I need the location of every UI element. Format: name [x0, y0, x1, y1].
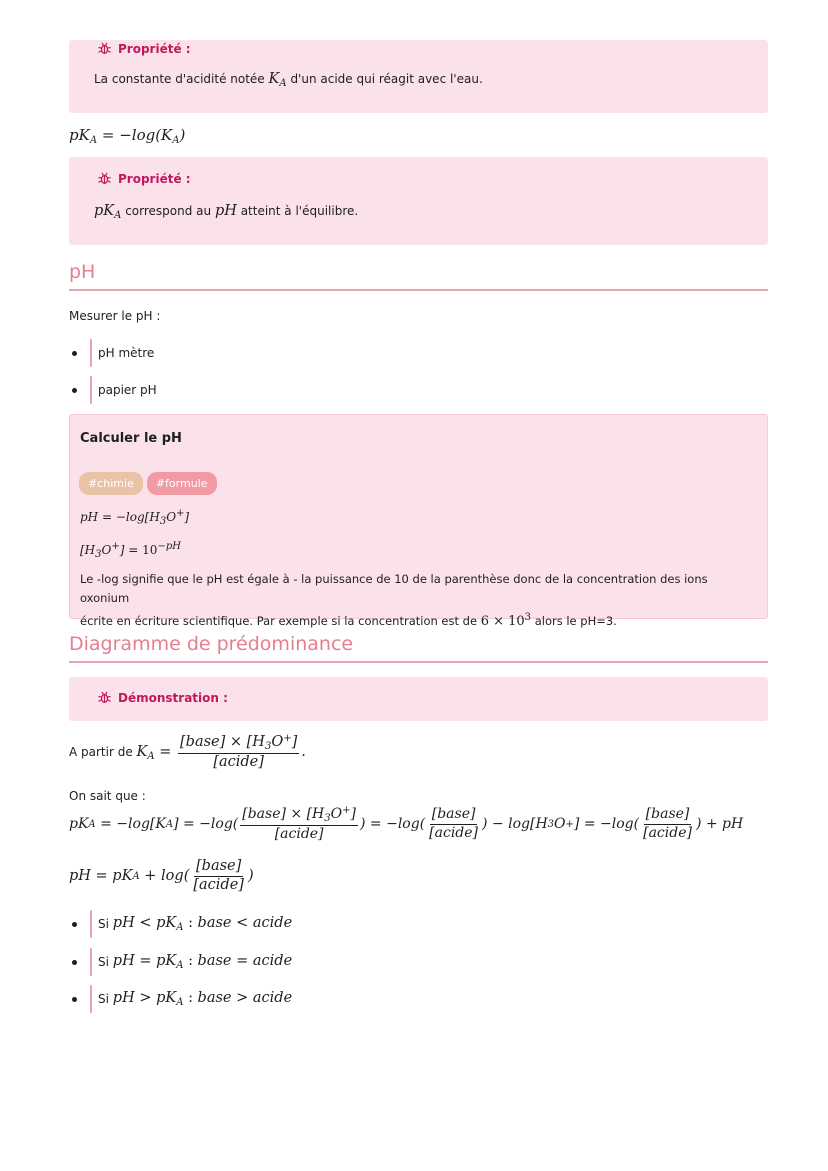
- calc-paragraph: Le -log signifie que le pH est égale à - la puissance de 10 de la parenthèse donc de la concentration des ions oxonium écrite en écriture scientifique. Par exemple si la concentration est de $6 \times 10^3$ alors le pH=3.: [80, 572, 708, 629]
- ka-definition: A partir de $K_A$ = $\frac{[base] \times [H_3O^+]}{\text{[acide]}}$ .: [69, 733, 306, 771]
- bug-icon: [97, 171, 112, 186]
- callout-title: Propriété :: [97, 171, 191, 186]
- list-item: pH mètre: [69, 338, 154, 368]
- tag-formule[interactable]: #formule: [147, 472, 217, 495]
- callout-title: Démonstration :: [97, 690, 228, 705]
- formula-h3o: $[H_3O^+] = 10^{-pH}$: [80, 541, 181, 560]
- formula-derivation: pK A = − log[K A ] = − log( $\frac{[base] \times [H_3O^+]}{\text{[acide]}}$ ) = − log( $\frac{\text{[base]}}{\text{[acide]}}$ ) − log[H 3 O + ] = − log( $\frac{\text{[base]}}{\text{[acide]}}$ ) + pH: [69, 805, 744, 843]
- formula-pka: $pK_A = -\log(K_A)$: [69, 126, 186, 146]
- list-item: Si pH = $pK_A$ : base = acide: [69, 947, 292, 977]
- bug-icon: [97, 690, 112, 705]
- formula-ph: pH = $-\log[H_3O^+]$: [80, 508, 190, 527]
- on-sait: On sait que :: [69, 789, 146, 803]
- heading-ph: pH: [69, 261, 768, 291]
- math-ph: pH: [214, 203, 237, 219]
- property-callout-1: [69, 40, 768, 113]
- list-item: Si pH > $pK_A$ : base > acide: [69, 984, 292, 1014]
- calc-ph-box: [69, 414, 768, 629]
- demo-callout: [69, 677, 768, 721]
- formula-henderson: pH = pK A + log( $\frac{\text{[base]}}{\text{[acide]}}$ ): [69, 857, 254, 893]
- list-item: papier pH: [69, 375, 157, 405]
- callout-title: Propriété :: [97, 41, 191, 56]
- tag-chimie[interactable]: #chimie: [79, 472, 143, 495]
- calc-title: Calculer le pH: [80, 431, 182, 446]
- math-ka-fraction: $K_A$ = $\frac{[base] \times [H_3O^+]}{\text{[acide]}}$ .: [136, 733, 306, 771]
- bug-icon: [97, 41, 112, 56]
- list-item: Si pH < $pK_A$ : base < acide: [69, 909, 292, 939]
- heading-diagramme: Diagramme de prédominance: [69, 633, 768, 663]
- property-callout-2: [69, 157, 768, 245]
- callout-text: $pK_A$ correspond au pH atteint à l'équilibre.: [94, 203, 359, 221]
- math-pka: $pK_A$: [94, 203, 122, 221]
- callout-text: La constante d'acidité notée $K_A$ d'un acide qui réagit avec l'eau.: [94, 71, 483, 89]
- tag-list: [79, 472, 221, 495]
- measure-intro: Mesurer le pH :: [69, 309, 161, 323]
- math-ka: $K_A$: [268, 71, 287, 89]
